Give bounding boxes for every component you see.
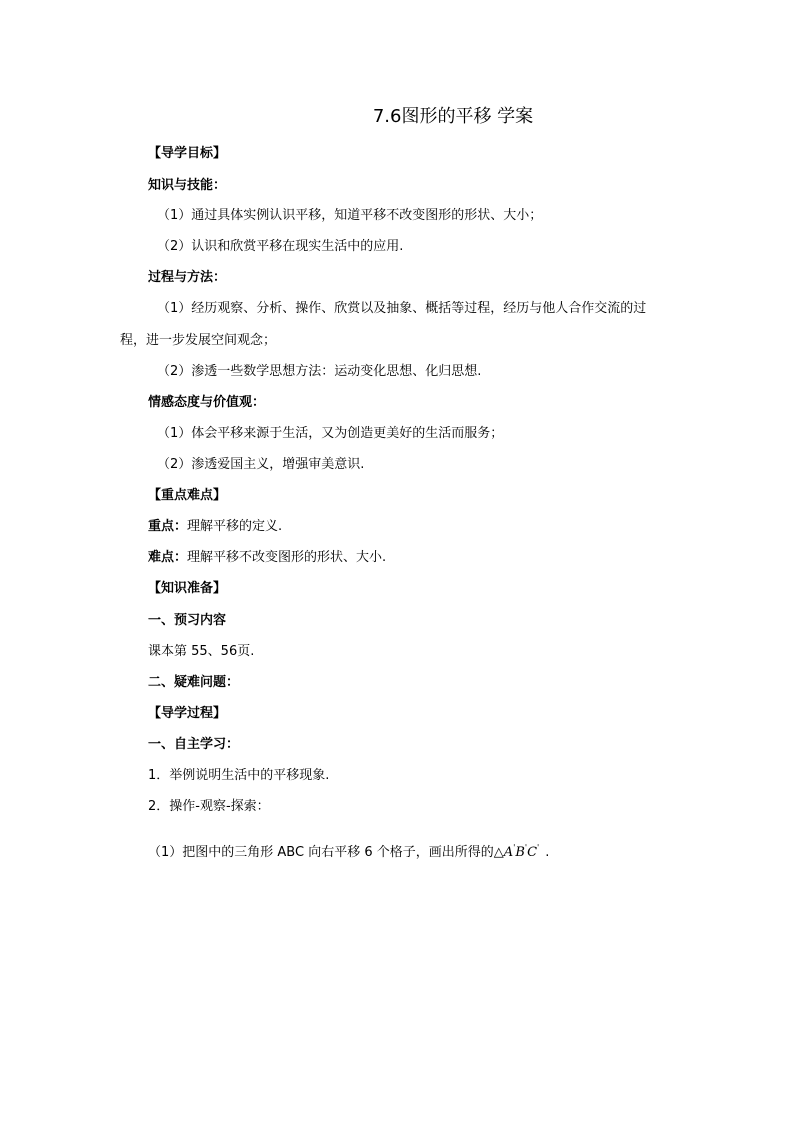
heading-emotion-values: 情感态度与价值观：: [148, 395, 266, 410]
difficult-point-text: 理解平移不改变图形的形状、大小.: [187, 550, 387, 565]
paragraph-s3: [148, 839, 549, 862]
math-prime-c: ': [537, 843, 540, 852]
heading-difficult-questions: 二、疑难问题：: [148, 675, 240, 690]
s3-tail: .: [545, 845, 550, 860]
difficult-point-label: 难点：: [148, 550, 188, 565]
heading-preview-content: 一、预习内容: [148, 613, 227, 628]
math-prime-b: ': [524, 843, 528, 852]
s3-text: （1）把图中的三角形 ABC 向右平移 6 个格子，画出所得的△: [148, 845, 504, 860]
paragraph-e2: （2）渗透爱国主义，增强审美意识.: [157, 457, 365, 472]
paragraph-s2: 2．操作-观察-探索：: [148, 799, 270, 814]
paragraph-p1b: 程，进一步发展空间观念；: [120, 333, 277, 348]
paragraph-k1: （1）通过具体实例认识平移，知道平移不改变图形的形状、大小；: [157, 208, 543, 223]
math-b: B: [515, 845, 525, 860]
paragraph-e1: （1）体会平移来源于生活，又为创造更美好的生活而服务；: [157, 426, 504, 441]
heading-goals: 【导学目标】: [148, 146, 227, 161]
key-point-label: 重点：: [148, 519, 188, 534]
paragraph-preview-pages: 课本第 55、56页.: [148, 644, 255, 659]
heading-key-difficult: 【重点难点】: [148, 488, 227, 503]
title-text: 7.6图形的平移 学案: [372, 106, 534, 127]
heading-self-study: 一、自主学习：: [148, 737, 240, 752]
difficult-point-line: [148, 549, 386, 567]
heading-knowledge-skills: 知识与技能：: [148, 178, 227, 193]
math-c: C: [527, 845, 538, 860]
heading-knowledge-prep: 【知识准备】: [148, 581, 227, 596]
key-point-line: [148, 518, 282, 536]
paragraph-s1: 1．举例说明生活中的平移现象.: [148, 768, 330, 783]
math-prime-a: ': [513, 843, 516, 852]
paragraph-k2: （2）认识和欣赏平移在现实生活中的应用.: [157, 239, 404, 254]
heading-process-method: 过程与方法：: [148, 270, 227, 285]
document-title: [0, 106, 794, 128]
key-point-text: 理解平移的定义.: [187, 519, 283, 534]
heading-guided-process: 【导学过程】: [148, 706, 227, 721]
paragraph-p1a: （1）经历观察、分析、操作、欣赏以及抽象、概括等过程，经历与他人合作交流的过: [157, 301, 647, 316]
triangle-a-b-c-prime: [504, 845, 540, 860]
math-a: A: [503, 845, 514, 860]
paragraph-p2: （2）渗透一些数学思想方法：运动变化思想、化归思想.: [157, 364, 482, 379]
